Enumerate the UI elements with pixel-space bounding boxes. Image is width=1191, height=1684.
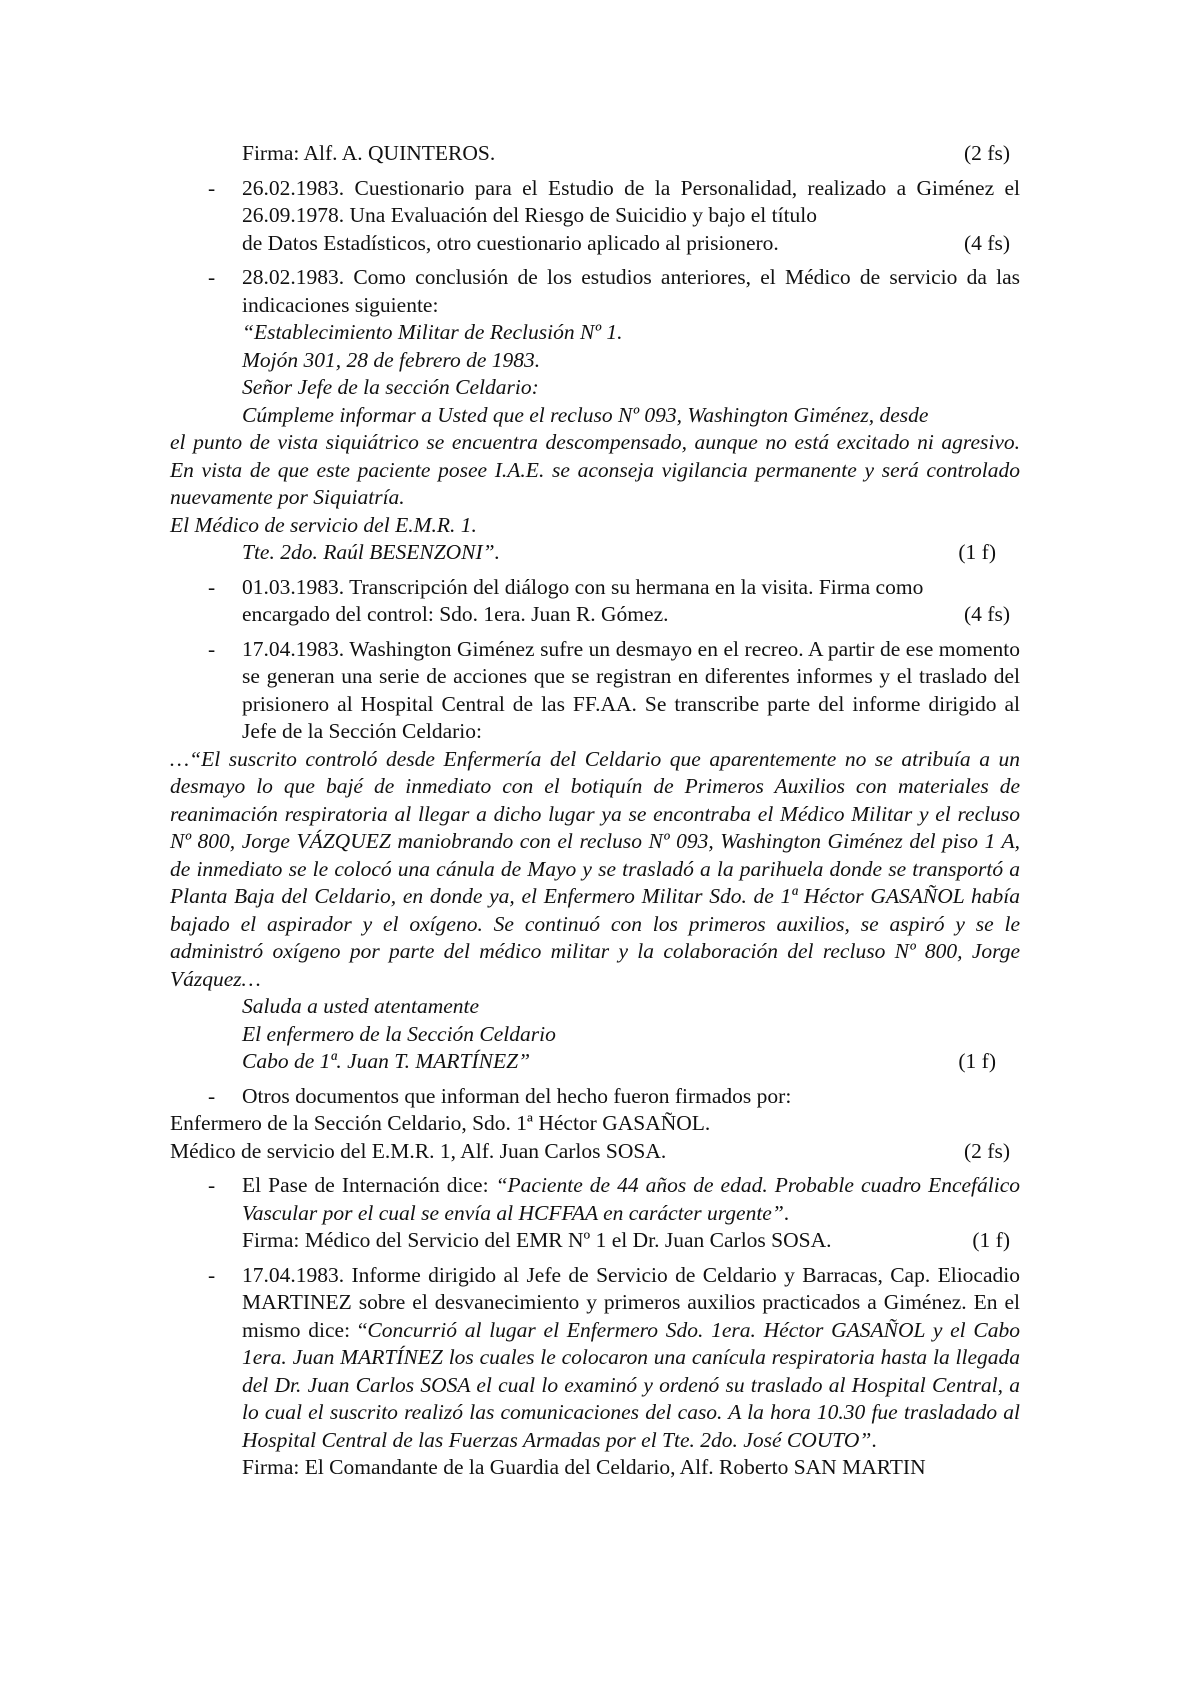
item-text: 28.02.1983. Como conclusión de los estudios anteriores, el Médico de servicio da las indicaciones siguiente: xyxy=(242,265,1020,317)
document-page xyxy=(170,140,1020,1482)
quote-paragraph: el punto de vista siquiátrico se encuentra descompensado, aunque no está excitado ni agresivo. En vista de que este paciente posee I.A.E. se aconseja vigilancia permanente y será controlado nuevamente por Siquiatría. xyxy=(170,430,1020,509)
item-text-end: Firma: Médico del Servicio del EMR Nº 1 el Dr. Juan Carlos SOSA. xyxy=(242,1228,832,1252)
quote-signature-name: Tte. 2do. Raúl BESENZONI”. xyxy=(242,540,501,564)
folio-count: (2 fs) xyxy=(964,1138,1010,1163)
list-item-informe-guardia xyxy=(170,1262,1020,1482)
list-item-desmayo xyxy=(170,636,1020,746)
quote-signature-row xyxy=(170,539,1020,567)
bullet-dash: - xyxy=(208,175,216,200)
list-item-otros-documentos xyxy=(170,1083,1020,1111)
bullet-dash: - xyxy=(208,1083,216,1108)
list-item-cuestionario xyxy=(170,175,1020,258)
item-text-line: Médico de servicio del E.M.R. 1, Alf. Juan Carlos SOSA. xyxy=(170,1138,667,1163)
item-text-end: de Datos Estadísticos, otro cuestionario aplicado al prisionero. xyxy=(242,230,779,255)
item-text: Otros documentos que informan del hecho fueron firmados por: xyxy=(242,1083,792,1108)
item-signature: Firma: El Comandante de la Guardia del Celdario, Alf. Roberto SAN MARTIN xyxy=(242,1455,926,1479)
folio-count: (4 fs) xyxy=(964,602,1010,626)
quote-signature-name: Cabo de 1ª. Juan T. MARTÍNEZ” xyxy=(242,1049,531,1073)
item-quote: “Paciente de 44 años de edad. Probable cuadro Encefálico Vascular por el cual se envía al HCFFAA en carácter urgente” xyxy=(242,1173,1020,1225)
bullet-dash: - xyxy=(208,574,216,599)
item-quote: Concurrió al lugar el Enfermero Sdo. 1era. Héctor GASAÑOL y el Cabo 1era. Juan MARTÍNEZ los cuales le colocaron una canícula respiratoria hasta la llegada del Dr. Juan Carlos SOSA el cual lo examinó y ordenó su traslado al Hospital Central, a lo cual el suscrito realizó las comunicaciones del caso. A la hora 10.30 fue trasladado al Hospital Central de las Fuerzas Armadas por el Tte. 2do. José COUTO” xyxy=(242,1317,1020,1452)
bullet-dash: - xyxy=(208,1262,216,1287)
quote-line: Cúmpleme informar a Usted que el recluso Nº 093, Washington Giménez, desde xyxy=(242,402,929,427)
signature-text: Firma: Alf. A. QUINTEROS. xyxy=(242,141,496,165)
item-text: 01.03.1983. Transcripción del diálogo con su hermana en la visita. Firma como xyxy=(242,574,924,599)
quote-line: Señor Jefe de la sección Celdario: xyxy=(242,375,539,399)
quote-closing: Saluda a usted atentamente xyxy=(242,994,480,1018)
bullet-dash: - xyxy=(208,1173,216,1197)
item-text: 17.04.1983. Washington Giménez sufre un desmayo en el recreo. A partir de ese momento se generan una serie de acciones que se registran en diferentes informes y el traslado del prisionero al Hospital Central de las FF.AA. Se transcribe parte del informe dirigido al Jefe de la Sección Celdario: xyxy=(242,636,1020,743)
quote-line: Mojón 301, 28 de febrero de 1983. xyxy=(242,347,541,372)
folio-count: (1 f) xyxy=(972,1228,1010,1252)
item-text: 17.04.1983. Informe dirigido al Jefe de Servicio de Celdario y Barracas, Cap. Eliocadio MARTINEZ sobre el desvanecimiento y primeros auxilios practicados a Giménez. En el mismo dice: “Concurrió al lugar el Enfermero Sdo. 1era. Héctor GASAÑOL y el Cabo 1era. Juan MARTÍNEZ los cuales le colocaron una canícula respiratoria hasta la llegada del Dr. Juan Carlos SOSA el cual lo examinó y ordenó su traslado al Hospital Central, a lo cual el suscrito realizó las comunicaciones del caso. A la hora 10.30 fue trasladado al Hospital Central de las Fuerzas Armadas por el Tte. 2do. José COUTO”. xyxy=(242,1262,1020,1452)
folio-count: (2 fs) xyxy=(964,141,1010,165)
bullet-dash: - xyxy=(208,265,216,289)
quote-paragraph: …“El suscrito controló desde Enfermería del Celdario que aparentemente no se atribuía a un desmayo lo que bajé de inmediato con el botiquín de Primeros Auxilios con materiales de reanimación respiratoria al llegar a dicho lugar ya se encontraba el Médico Militar y el recluso Nº 800, Jorge VÁZQUEZ maniobrando con el recluso Nº 093, Washington Giménez del piso 1 A, de inmediato se le colocó una cánula de Mayo y se trasladó a la parihuela donde se transportó a Planta Baja del Celdario, en donde ya, el Enfermero Militar Sdo. de 1ª Héctor GASAÑOL había bajado el aspirador y el oxígeno. Se continuó con los primeros auxilios, se aspiró y se le administró oxígeno por parte del médico militar y la colaboración del recluso Nº 800, Jorge Vázquez… xyxy=(170,746,1020,991)
quote-signature: El Médico de servicio del E.M.R. 1. xyxy=(170,512,477,537)
list-item-medico-conclusion xyxy=(170,264,1020,429)
list-item-pase-internacion xyxy=(170,1172,1020,1255)
folio-count: (4 fs) xyxy=(964,230,1010,255)
item-text-line: Enfermero de la Sección Celdario, Sdo. 1ª Héctor GASAÑOL. xyxy=(170,1111,711,1135)
folio-count: (1 f) xyxy=(958,1049,996,1073)
quote-signature-row xyxy=(170,1048,1020,1076)
item-text: 26.02.1983. Cuestionario para el Estudio de la Personalidad, realizado a Giménez el 26.09.1978. Una Evaluación del Riesgo de Suicidio y bajo el título xyxy=(242,175,1020,227)
folio-count: (1 f) xyxy=(958,540,996,564)
signature-line-quinteros xyxy=(170,140,1020,168)
item-text: El Pase de Internación dice: “Paciente de 44 años de edad. Probable cuadro Encefálico Vascular por el cual se envía al HCFFAA en carácter urgente”. xyxy=(242,1173,1020,1225)
bullet-dash: - xyxy=(208,636,216,661)
quote-closing: El enfermero de la Sección Celdario xyxy=(242,1021,556,1046)
list-item-transcripcion xyxy=(170,574,1020,629)
item-text-end: encargado del control: Sdo. 1era. Juan R. Gómez. xyxy=(242,602,669,626)
quote-line: “Establecimiento Militar de Reclusión Nº 1. xyxy=(242,320,623,344)
